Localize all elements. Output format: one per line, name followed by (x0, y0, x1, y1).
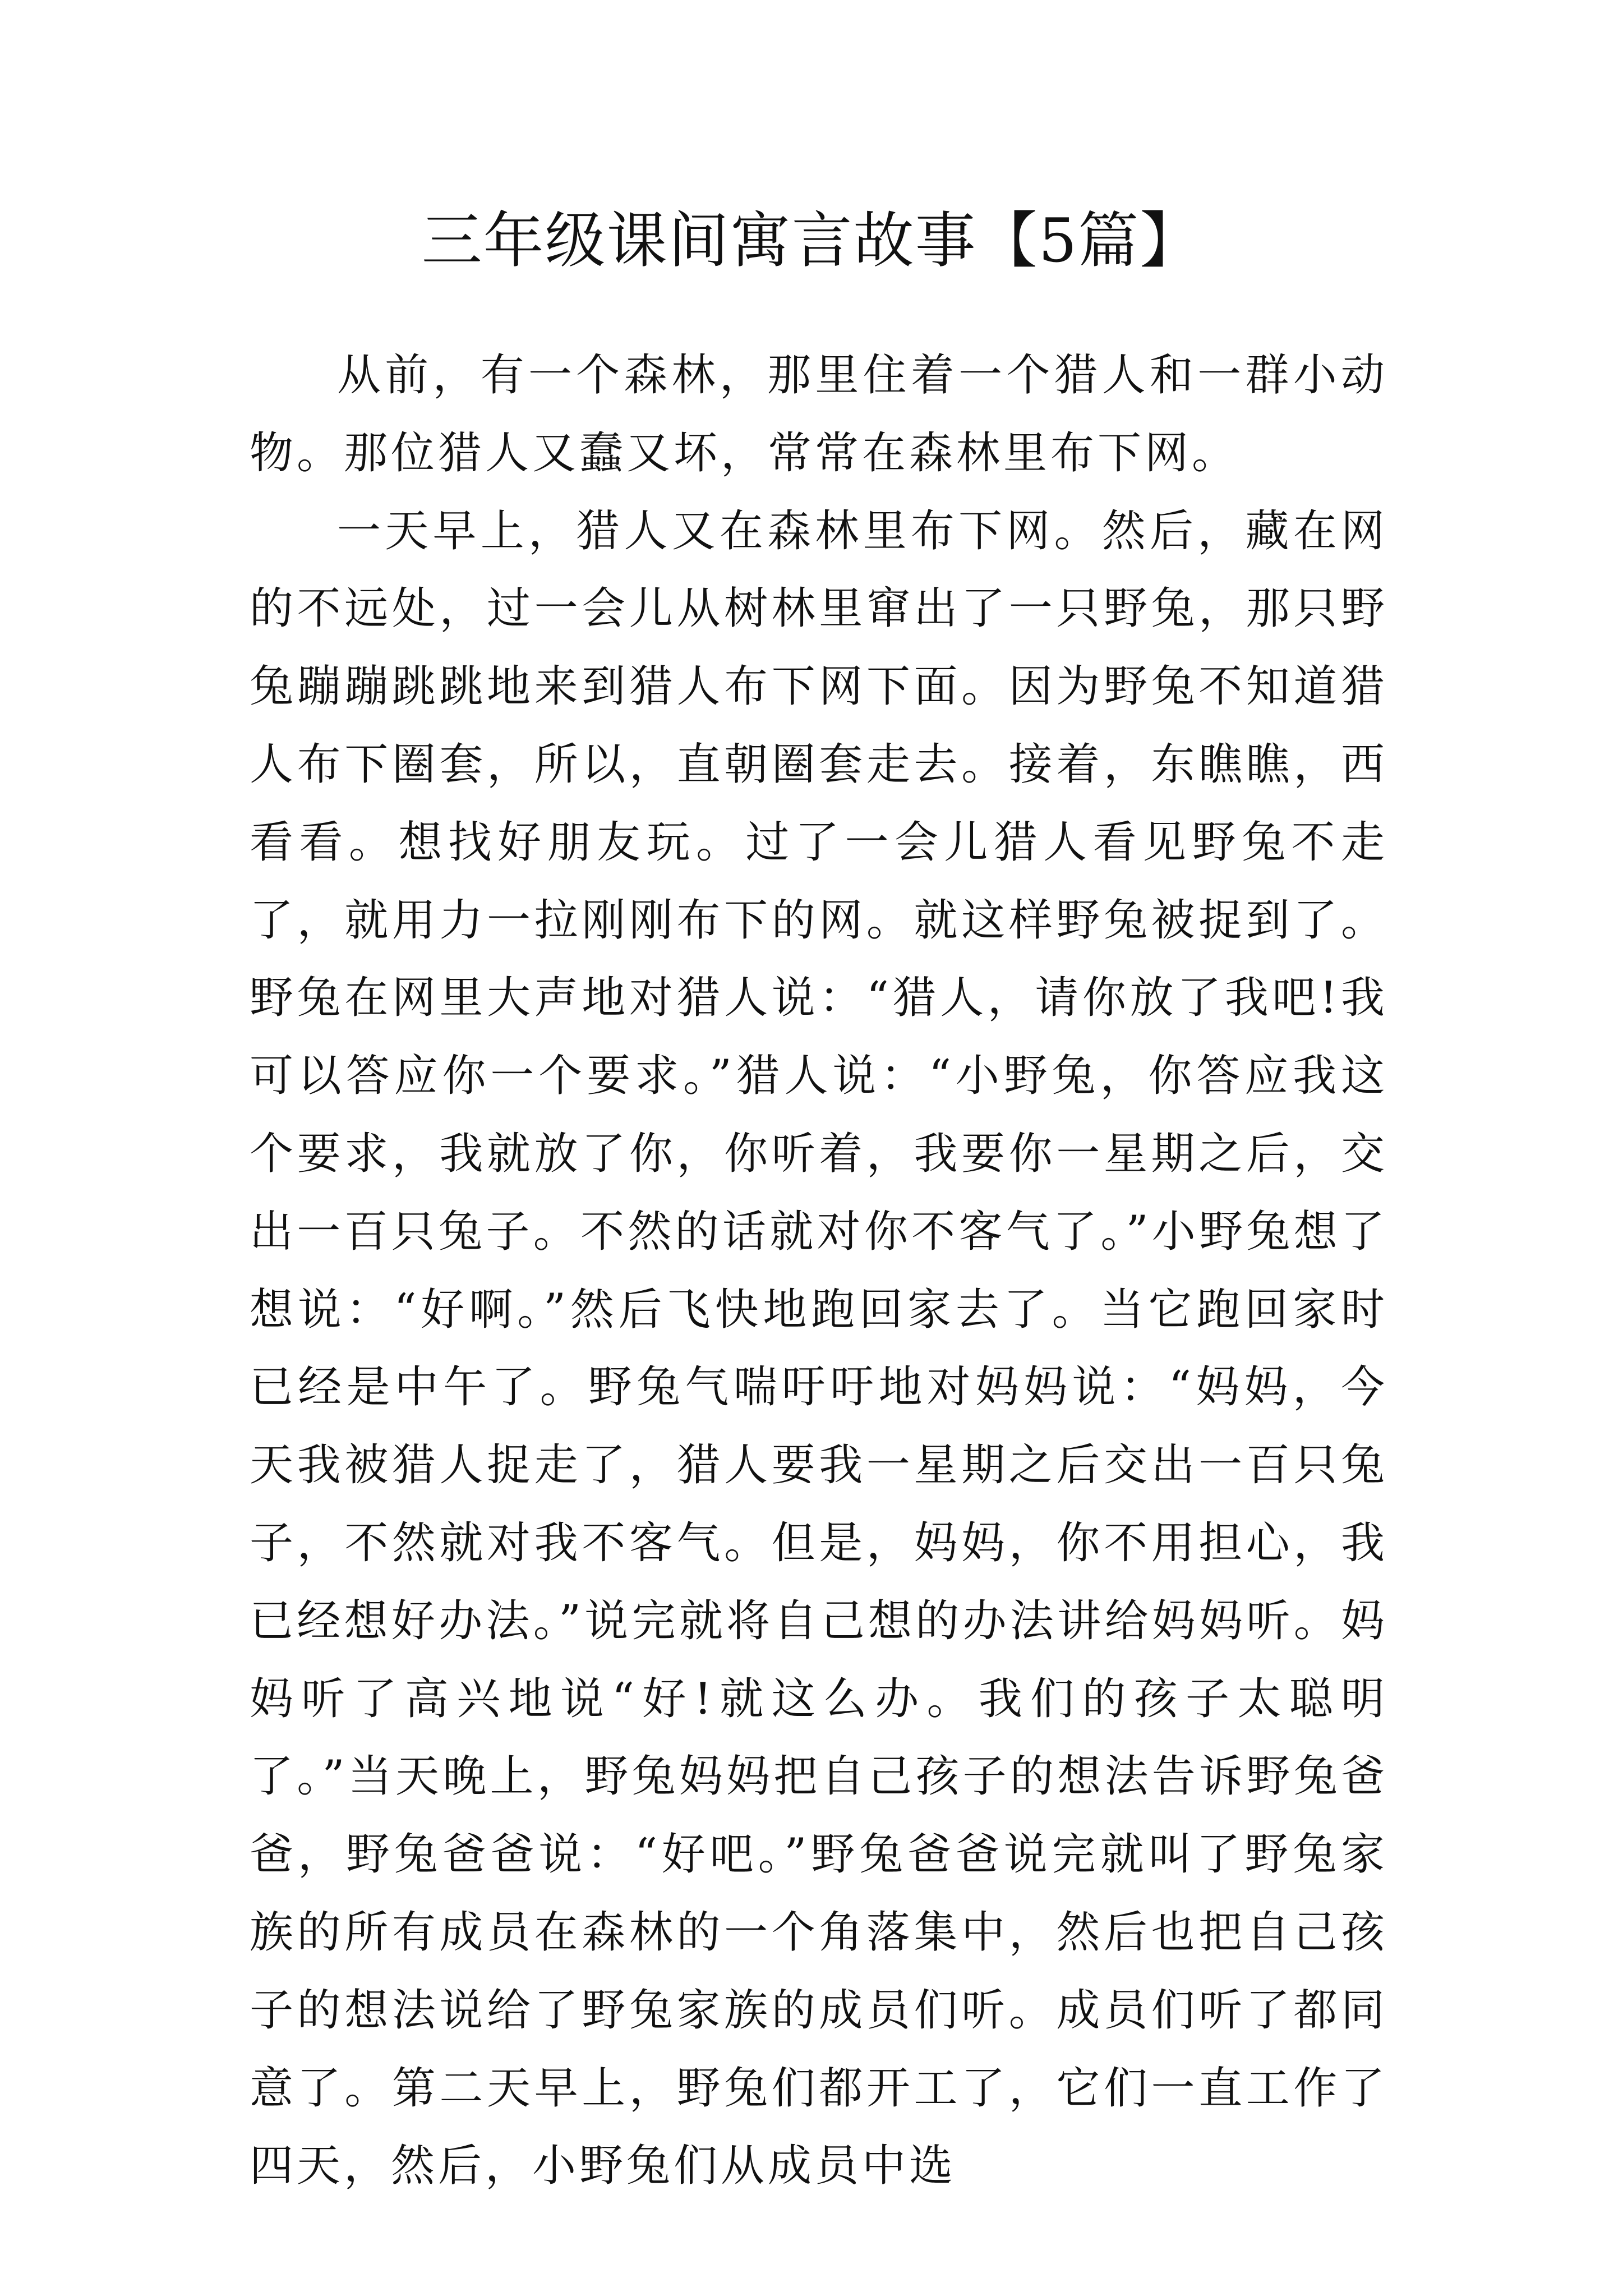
paragraph-2: 一天早上，猎人又在森林里布下网。然后，藏在网的不远处，过一会儿从树林里窜出了一只野兔，那只野兔蹦蹦跳跳地来到猎人布下网下面。因为野兔不知道猎人布下圈套，所以，直朝圈套走去。接着，东瞧瞧，西看看。想找好朋友玩。过了一会儿猎人看见野兔不走了，就用力一拉刚刚布下的网。就这样野兔被捉到了。野兔在网里大声地对猎人说：“猎人，请你放了我吧!我可以答应你一个要求。”猎人说：“小野兔，你答应我这个要求，我就放了你，你听着，我要你一星期之后，交出一百只兔子。不然的话就对你不客气了。”小野兔想了想说：“好啊。”然后飞快地跑回家去了。当它跑回家时已经是中午了。野兔气喘吁吁地对妈妈说：“妈妈，今天我被猎人捉走了，猎人要我一星期之后交出一百只兔子，不然就对我不客气。但是，妈妈，你不用担心，我已经想好办法。”说完就将自己想的办法讲给妈妈听。妈妈听了高兴地说“好!就这么办。我们的孩子太聪明了。”当天晚上，野兔妈妈把自己孩子的想法告诉野兔爸爸，野兔爸爸说：“好吧。”野兔爸爸说完就叫了野兔家族的所有成员在森林的一个角落集中，然后也把自己孩子的想法说给了野兔家族的成员们听。成员们听了都同意了。第二天早上，野兔们都开工了，它们一直工作了四天，然后，小野兔们从成员中选 (250, 505, 1388, 2192)
document-title: 三年级课间寓言故事【5篇】 (421, 206, 1202, 276)
document-body (250, 337, 1388, 2205)
paragraph-1: 从前，有一个森林，那里住着一个猎人和一群小动物。那位猎人又蠢又坏，常常在森林里布下网。 (250, 350, 1388, 478)
